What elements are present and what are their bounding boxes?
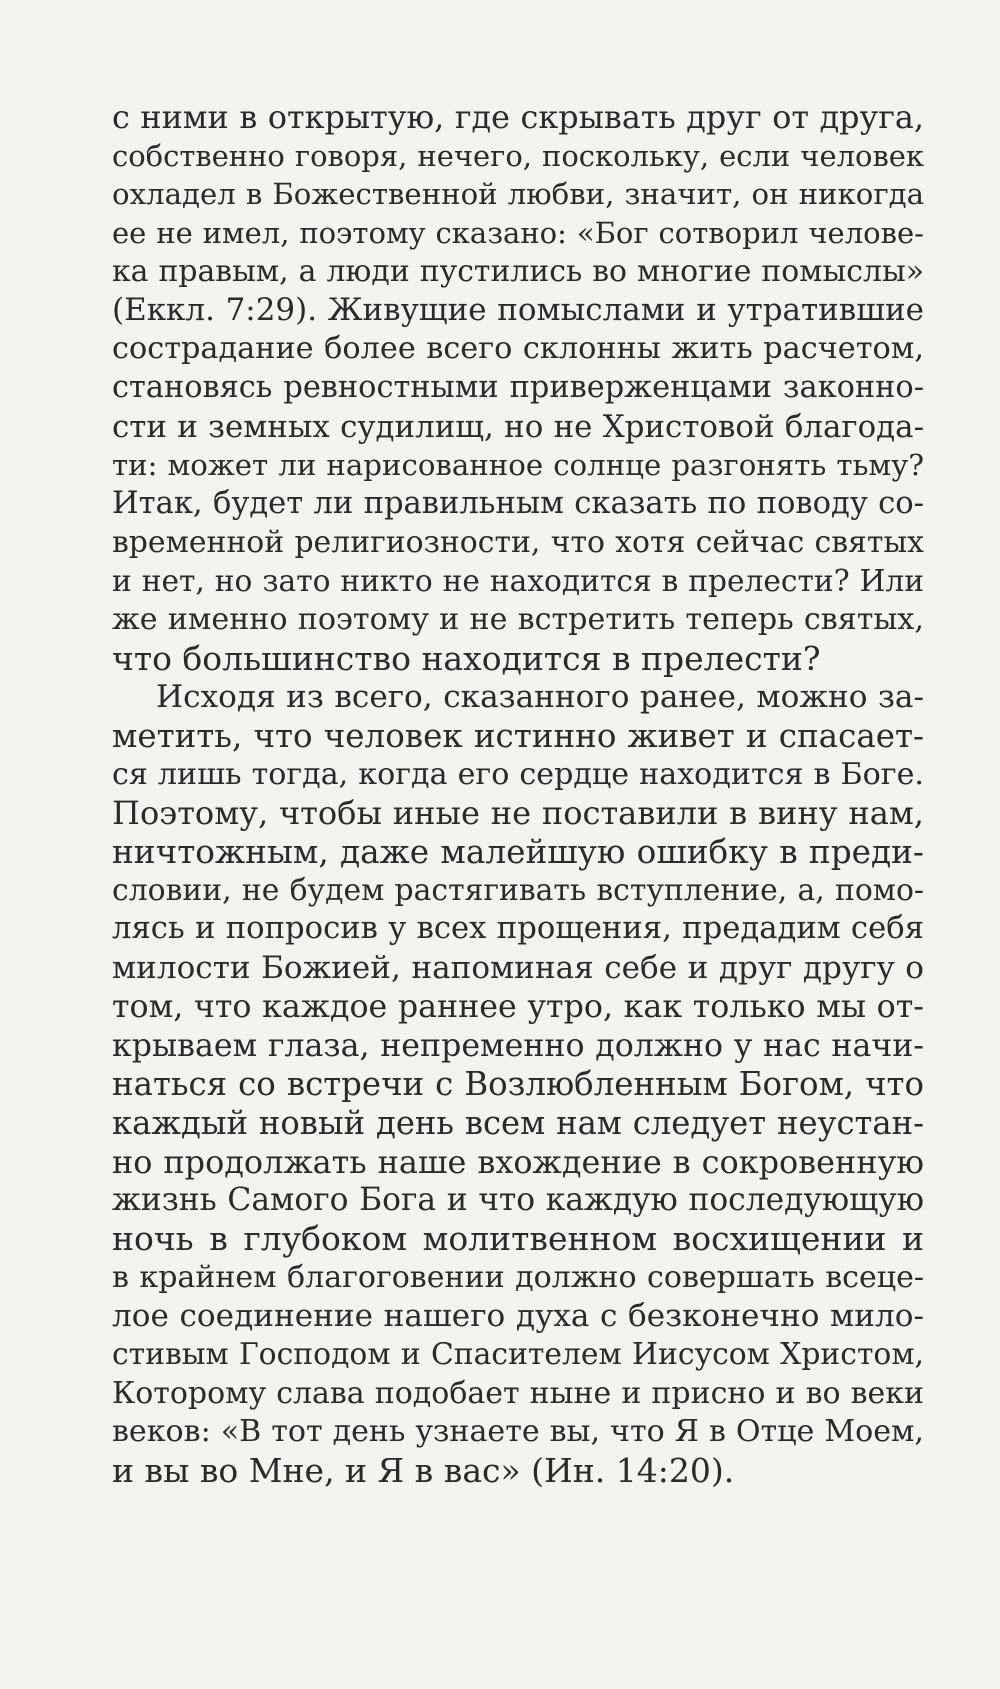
text-line: ничтожным, даже малейшую ошибку в преди- xyxy=(112,833,924,872)
text-line: словии, не будем растягивать вступление, а, помо- xyxy=(112,872,924,908)
text-line: жизнь Самого Бога и что каждую последующую xyxy=(112,1182,924,1219)
paragraph-1 xyxy=(112,98,924,678)
text-line: ка правым, а люди пустились во многие помыслы» xyxy=(112,253,924,289)
text-line: метить, что человек истинно живет и спасает- xyxy=(112,717,924,755)
text-line: с ними в открытую, где скрывать друг от друга, xyxy=(112,98,924,136)
text-line: ночь в глубоком молитвенном восхищении и xyxy=(112,1218,924,1258)
text-line: каждый новый день всем нам следует неустан- xyxy=(112,1103,924,1142)
text-line: лое соединение нашего духа с безконечно мило- xyxy=(112,1298,924,1335)
text-line: крываем глаза, непременно должно у нас начи- xyxy=(112,1027,924,1064)
text-line: Которому слава подобает ныне и присно и во веки xyxy=(112,1375,924,1411)
text-line: временной религиозности, что хотя сейчас святых xyxy=(112,524,924,560)
text-line: сти и земных судилищ, но не Христовой благода- xyxy=(112,408,924,445)
text-line: ти: может ли нарисованное солнце разгонять тьму? xyxy=(112,448,924,483)
text-line: веков: «В тот день узнаете вы, что Я в Отце Моем, xyxy=(112,1414,924,1450)
text-line: том, что каждое раннее утро, как только мы от- xyxy=(112,988,924,1025)
text-line: но продолжать наше вхождение в сокровенную xyxy=(112,1142,924,1181)
text-line: и нет, но зато никто не находится в прелести? Или xyxy=(112,563,924,599)
text-line: лясь и попросив у всех прощения, предадим себя xyxy=(112,911,924,947)
text-line: и вы во Мне, и Я в вас» (Ин. 14:20). xyxy=(112,1451,735,1491)
text-line: ее не имел, поэтому сказано: «Бог сотворил челове- xyxy=(112,216,924,251)
text-line: собственно говоря, нечего, поскольку, если человек xyxy=(112,138,924,173)
text-line: Поэтому, чтобы иные не поставили в вину нам, xyxy=(112,794,924,833)
page-text xyxy=(112,98,924,1491)
text-line: Исходя из всего, сказанного ранее, можно за- xyxy=(156,679,924,716)
text-line: стивым Господом и Спасителем Иисусом Христом, xyxy=(112,1337,924,1372)
text-line: охладел в Божественной любви, значит, он никогда xyxy=(112,177,924,212)
text-line: в крайнем благоговении должно совершать всеце- xyxy=(112,1259,924,1295)
text-line: Итак, будет ли правильным сказать по поводу со- xyxy=(112,485,924,521)
text-line: же именно поэтому и не встретить теперь святых, xyxy=(112,601,924,637)
text-line: сострадание более всего склонны жить расчетом, xyxy=(112,331,924,367)
text-line: милости Божией, напоминая себе и друг другу о xyxy=(112,950,924,987)
text-line: (Еккл. 7:29). Живущие помыслами и утратившие xyxy=(112,292,924,329)
text-line: наться со встречи с Возлюбленным Богом, что xyxy=(112,1065,924,1104)
text-line: ся лишь тогда, когда его сердце находится в Боге. xyxy=(112,756,924,792)
text-line: что большинство находится в прелести? xyxy=(112,638,821,678)
paragraph-2 xyxy=(112,678,924,1490)
text-line: становясь ревностными приверженцами законно- xyxy=(112,369,924,405)
